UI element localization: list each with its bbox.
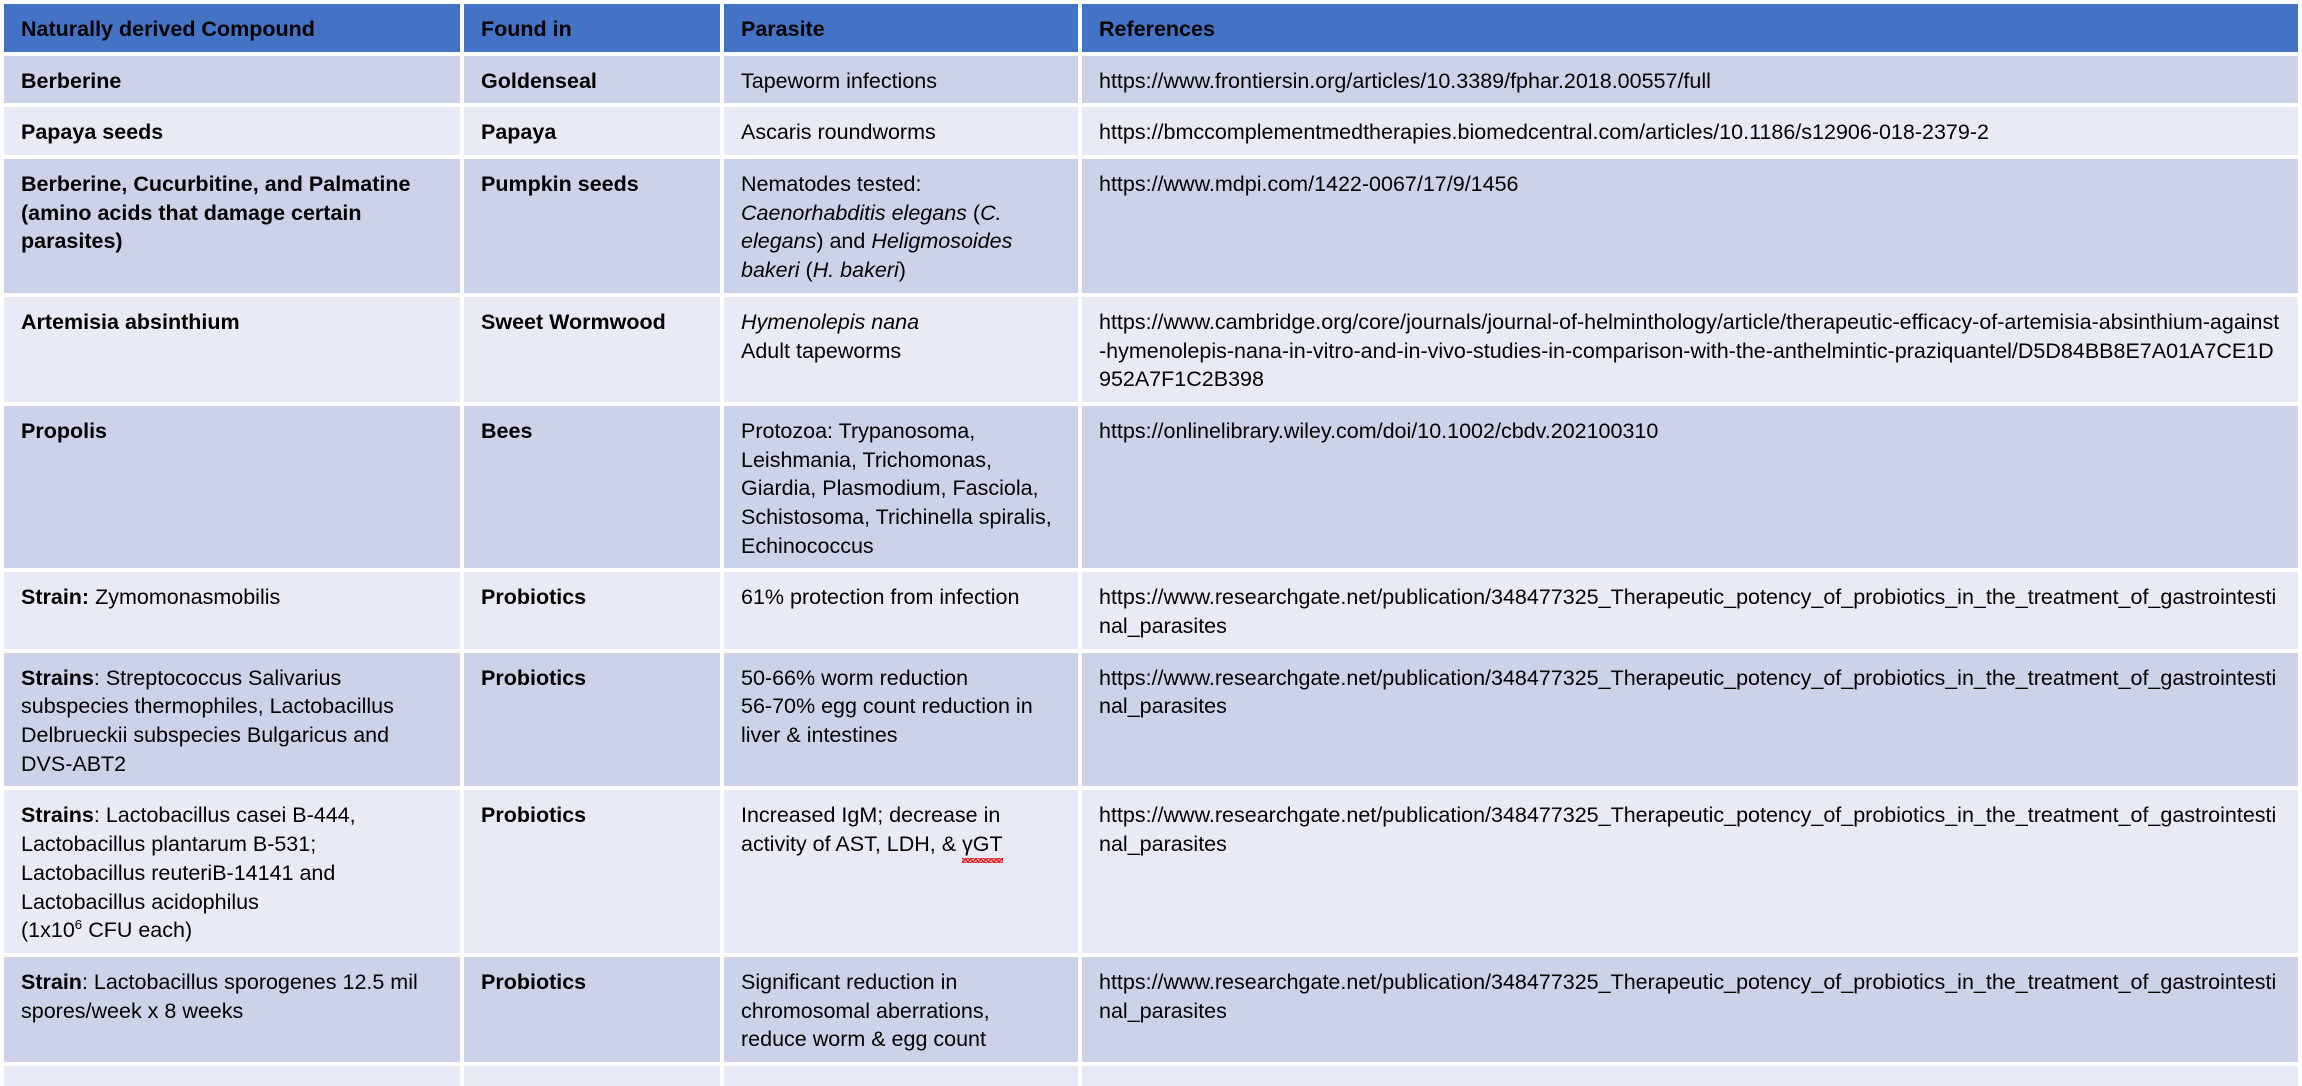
table-row[interactable] [0, 953, 2302, 1062]
table-row[interactable] [0, 568, 2302, 648]
strain-label: Strain [21, 969, 82, 994]
cell-compound-empty [0, 1062, 464, 1086]
strain-line-4: Lactobacillus acidophilus [21, 889, 259, 914]
species-name-1: Caenorhabditis elegans [741, 200, 967, 225]
cell-parasite [724, 568, 1082, 648]
cell-found-in [464, 52, 724, 104]
column-header-compound[interactable]: Naturally derived Compound [0, 0, 464, 52]
found-in-value: Sweet Wormwood [481, 309, 666, 334]
cell-found-in [464, 402, 724, 568]
found-in-value: Papaya [481, 120, 557, 145]
compound-name-line-2: (amino acids that damage certain [21, 200, 362, 225]
found-in-value: Probiotics [481, 585, 587, 610]
strain-label: Strain: [21, 585, 90, 610]
cell-reference [1082, 786, 2302, 952]
cell-parasite [724, 649, 1082, 787]
cell-reference [1082, 293, 2302, 402]
cell-compound [0, 103, 464, 155]
species-name-2: Heligmosoides bakeri [741, 229, 1013, 283]
header-row [0, 0, 2302, 52]
found-in-value: Pumpkin seeds [481, 172, 639, 197]
reference-url[interactable]: https://www.frontiersin.org/articles/10.3389/fphar.2018.00557/full [1099, 68, 1711, 93]
strain-label: Strains [21, 665, 94, 690]
cfu-exponent: 6 [74, 917, 83, 933]
reference-url[interactable]: https://bmccomplementmedtherapies.biomedcentral.com/articles/10.1186/s12906-018-2379-2 [1099, 120, 1989, 145]
reference-url[interactable]: https://www.researchgate.net/publication/348477325_Therapeutic_potency_of_probiotics_in_the_treatment_of_gastrointestinal_parasites [1099, 969, 2277, 1023]
table-row[interactable] [0, 649, 2302, 787]
cell-compound [0, 402, 464, 568]
cell-compound [0, 293, 464, 402]
compound-name-line-1: Berberine, Cucurbitine, and Palmatine [21, 172, 411, 197]
parasite-line-2: 56-70% egg count reduction in [741, 694, 1033, 719]
reference-url[interactable]: https://onlinelibrary.wiley.com/doi/10.1002/cbdv.202100310 [1099, 418, 1659, 443]
table-row[interactable] [0, 293, 2302, 402]
cell-reference [1082, 155, 2302, 293]
cell-compound [0, 155, 464, 293]
found-in-value: Probiotics [481, 665, 587, 690]
table-row[interactable] [0, 103, 2302, 155]
found-in-value: Bees [481, 418, 533, 443]
column-header-references[interactable]: References [1082, 0, 2302, 52]
cfu-suffix: CFU each) [82, 918, 193, 943]
reference-url[interactable]: https://www.cambridge.org/core/journals/journal-of-helminthology/article/therapeutic-efficacy-of-artemisia-absinthium-against-hymenolepis-nana-in-vitro-and-in-vivo-studies-in-comparison-with-the-anthelmintic-praziquantel/D5D84BB8E7A01A7CE1D952A7F1C2B398 [1099, 309, 2280, 392]
compound-name: Propolis [21, 418, 108, 443]
table-row[interactable] [0, 402, 2302, 568]
parasite-line-2: chromosomal aberrations, [741, 998, 990, 1023]
table-row-partial[interactable] [0, 1062, 2302, 1086]
strain-label: Strains [21, 803, 94, 828]
cell-reference-empty [1082, 1062, 2302, 1086]
strain-line-2: Lactobacillus plantarum B-531; [21, 832, 317, 857]
cell-parasite [724, 786, 1082, 952]
parasite-line-3: reduce worm & egg count [741, 1027, 986, 1052]
cell-found-in [464, 786, 724, 952]
strain-line-3: Lactobacillus reuteriB-14141 and [21, 860, 336, 885]
parasite-species-primary: Caenorhabditis elegans (C. elegans) and Heligmosoides bakeri (H. bakeri) [741, 200, 1013, 283]
parasite-species: Hymenolepis nana [741, 309, 920, 334]
column-header-parasite[interactable]: Parasite [724, 0, 1082, 52]
found-in-value: Probiotics [481, 803, 587, 828]
cell-found-in [464, 568, 724, 648]
cell-reference [1082, 402, 2302, 568]
table-body [0, 52, 2302, 1086]
parasite-conjunction: and [829, 229, 866, 254]
cell-compound [0, 52, 464, 104]
cell-parasite [724, 52, 1082, 104]
cell-compound [0, 786, 464, 952]
cell-found-in [464, 953, 724, 1062]
species-abbrev-2: H. bakeri [812, 258, 899, 283]
cell-parasite [724, 293, 1082, 402]
cell-compound [0, 649, 464, 787]
strain-value: : Streptococcus Salivarius subspecies thermophiles, Lactobacillus Delbrueckii subspecies Bulgaricus and DVS-ABT2 [21, 665, 394, 776]
reference-url[interactable]: https://www.mdpi.com/1422-0067/17/9/1456 [1099, 172, 1519, 197]
parasite-value: Tapeworm infections [741, 68, 937, 93]
cell-reference [1082, 103, 2302, 155]
strain-line-5 [21, 916, 443, 945]
compound-name: Artemisia absinthium [21, 309, 240, 334]
parasite-value: 61% protection from infection [741, 585, 1020, 610]
compound-name: Berberine [21, 68, 122, 93]
found-in-value: Goldenseal [481, 68, 597, 93]
parasite-value: Protozoa: Trypanosoma, Leishmania, Trichomonas, Giardia, Plasmodium, Fasciola, Schistosoma, Trichinella spiralis, Echinococcus [741, 418, 1052, 558]
cell-parasite [724, 103, 1082, 155]
cell-found-in [464, 293, 724, 402]
cell-parasite [724, 155, 1082, 293]
species-abbrev-1: C. elegans [741, 200, 1002, 254]
column-header-found-in[interactable]: Found in [464, 0, 724, 52]
strain-value: : Lactobacillus sporogenes 12.5 mil spores/week x 8 weeks [21, 969, 418, 1023]
cell-reference [1082, 953, 2302, 1062]
found-in-value: Probiotics [481, 969, 587, 994]
parasite-line-2-text: activity of AST, LDH, & [741, 832, 963, 857]
spellcheck-misspelled-term[interactable]: γGT [962, 830, 1003, 859]
table-row[interactable] [0, 155, 2302, 293]
table-row[interactable] [0, 52, 2302, 104]
reference-url[interactable]: https://www.researchgate.net/publication/348477325_Therapeutic_potency_of_probiotics_in_the_treatment_of_gastrointestinal_parasites [1099, 665, 2277, 719]
cell-reference [1082, 568, 2302, 648]
strain-value: Zymomonasmobilis [95, 585, 281, 610]
compound-name: Papaya seeds [21, 120, 164, 145]
cell-reference [1082, 649, 2302, 787]
cell-compound [0, 953, 464, 1062]
cell-reference [1082, 52, 2302, 104]
parasite-line-1: Significant reduction in [741, 969, 958, 994]
strain-line-1 [21, 801, 443, 830]
parasite-value: Ascaris roundworms [741, 120, 936, 145]
compound-name-line-3: parasites) [21, 229, 123, 254]
table-header [0, 0, 2302, 52]
parasite-line-2 [741, 830, 1061, 859]
parasite-note: Adult tapeworms [741, 338, 902, 363]
reference-url[interactable]: https://www.researchgate.net/publication/348477325_Therapeutic_potency_of_probiotics_in_the_treatment_of_gastrointestinal_parasites [1099, 585, 2277, 638]
parasite-line-1: 50-66% worm reduction [741, 665, 969, 690]
parasite-line-1: Increased IgM; decrease in [741, 803, 1001, 828]
strain-value-part-1: : Lactobacillus casei B-444, [93, 803, 356, 828]
cell-found-in [464, 155, 724, 293]
cell-parasite-empty [724, 1062, 1082, 1086]
parasite-line-3: liver & intestines [741, 723, 898, 748]
cell-parasite [724, 402, 1082, 568]
cell-found-in [464, 649, 724, 787]
cfu-prefix: (1x10 [21, 918, 75, 943]
cell-found-in [464, 103, 724, 155]
cell-compound [0, 568, 464, 648]
parasite-intro: Nematodes tested: [741, 172, 922, 197]
cell-found-in-empty [464, 1062, 724, 1086]
table-row[interactable] [0, 786, 2302, 952]
reference-url[interactable]: https://www.researchgate.net/publication/348477325_Therapeutic_potency_of_probiotics_in_the_treatment_of_gastrointestinal_parasites [1099, 803, 2277, 857]
cell-parasite [724, 953, 1082, 1062]
